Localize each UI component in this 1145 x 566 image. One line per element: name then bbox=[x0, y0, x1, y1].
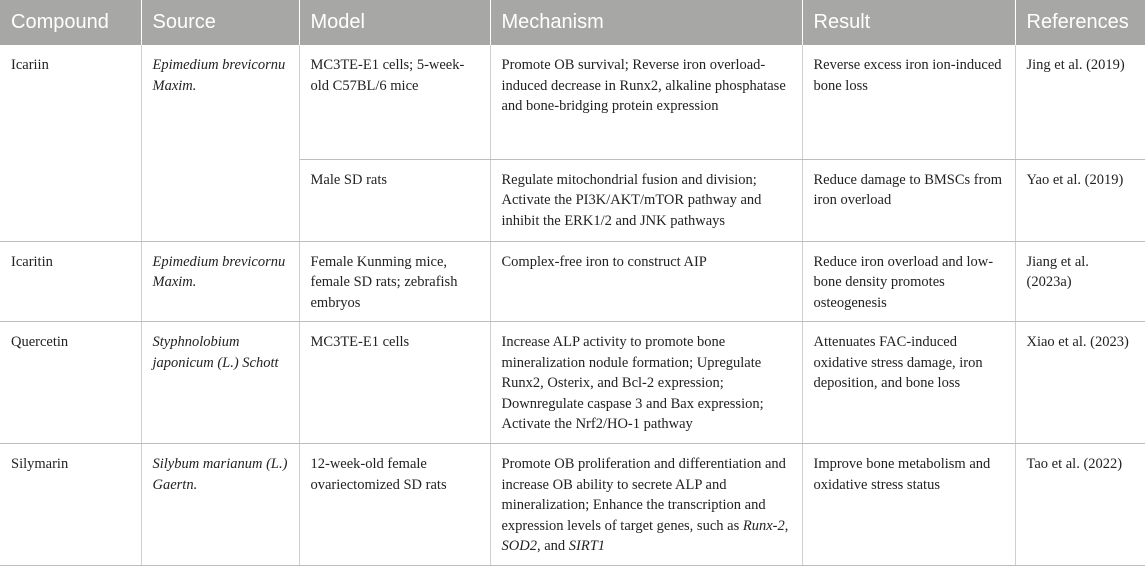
compound-cell: Icaritin bbox=[0, 241, 141, 322]
mechanism-cell: Promote OB proliferation and differentiation and increase OB ability to secrete ALP and mineralization; Enhance the transcription and expression levels of target genes, such as Runx-2, SOD2, and SIRT1 bbox=[490, 444, 802, 566]
model-cell: Female Kunming mice, female SD rats; zebrafish embryos bbox=[299, 241, 490, 322]
gene-sirt1: SIRT1 bbox=[568, 538, 606, 554]
compound-cell: Silymarin bbox=[0, 444, 141, 566]
header-mechanism: Mechanism bbox=[490, 0, 802, 45]
mechanism-text: Promote OB proliferation and differentiation and increase OB ability to secrete ALP and mineralization; Enhance the transcription and expression levels of target genes, such as bbox=[501, 456, 786, 534]
mechanism-cell: Promote OB survival; Reverse iron overload-induced decrease in Runx2, alkaline phosphatase and bone-bridging protein expression bbox=[490, 45, 802, 159]
result-cell: Improve bone metabolism and oxidative stress status bbox=[802, 444, 1015, 566]
table-row bbox=[0, 45, 1145, 159]
references-cell: Jing et al. (2019) bbox=[1015, 45, 1145, 159]
result-cell: Reverse excess iron ion-induced bone loss bbox=[802, 45, 1015, 159]
header-model: Model bbox=[299, 0, 490, 45]
compound-cell: Icariin bbox=[0, 45, 141, 241]
header-result: Result bbox=[802, 0, 1015, 45]
model-cell: 12-week-old female ovariectomized SD rats bbox=[299, 444, 490, 566]
gene-runx2: Runx-2 bbox=[742, 517, 785, 534]
source-cell: Silybum marianum (L.) Gaertn. bbox=[141, 444, 299, 566]
table-row bbox=[0, 444, 1145, 566]
model-cell: MC3TE-E1 cells bbox=[299, 322, 490, 444]
table-row bbox=[0, 322, 1145, 444]
header-row bbox=[0, 0, 1145, 45]
mechanism-cell: Complex-free iron to construct AIP bbox=[490, 241, 802, 322]
table-row bbox=[0, 241, 1145, 322]
model-cell: Male SD rats bbox=[299, 159, 490, 241]
result-cell: Attenuates FAC-induced oxidative stress damage, iron deposition, and bone loss bbox=[802, 322, 1015, 444]
result-cell: Reduce damage to BMSCs from iron overload bbox=[802, 159, 1015, 241]
references-cell: Tao et al. (2022) bbox=[1015, 444, 1145, 566]
gene-sod2: SOD2 bbox=[501, 538, 537, 554]
mechanism-cell: Increase ALP activity to promote bone mineralization nodule formation; Upregulate Runx2, Osterix, and Bcl-2 expression; Downregulate caspase 3 and Bax expression; Activate the Nrf2/HO-1 pathway bbox=[490, 322, 802, 444]
source-cell: Styphnolobium japonicum (L.) Schott bbox=[141, 322, 299, 444]
source-cell: Epimedium brevicornu Maxim. bbox=[141, 241, 299, 322]
compound-cell: Quercetin bbox=[0, 322, 141, 444]
source-cell: Epimedium brevicornu Maxim. bbox=[141, 45, 299, 241]
header-compound: Compound bbox=[0, 0, 141, 45]
model-cell: MC3TE-E1 cells; 5-week-old C57BL/6 mice bbox=[299, 45, 490, 159]
references-cell: Jiang et al. (2023a) bbox=[1015, 241, 1145, 322]
references-cell: Yao et al. (2019) bbox=[1015, 159, 1145, 241]
mechanism-cell: Regulate mitochondrial fusion and division; Activate the PI3K/AKT/mTOR pathway and inhibit the ERK1/2 and JNK pathways bbox=[490, 159, 802, 241]
references-cell: Xiao et al. (2023) bbox=[1015, 322, 1145, 444]
header-source: Source bbox=[141, 0, 299, 45]
result-cell: Reduce iron overload and low-bone density promotes osteogenesis bbox=[802, 241, 1015, 322]
header-references: References bbox=[1015, 0, 1145, 45]
